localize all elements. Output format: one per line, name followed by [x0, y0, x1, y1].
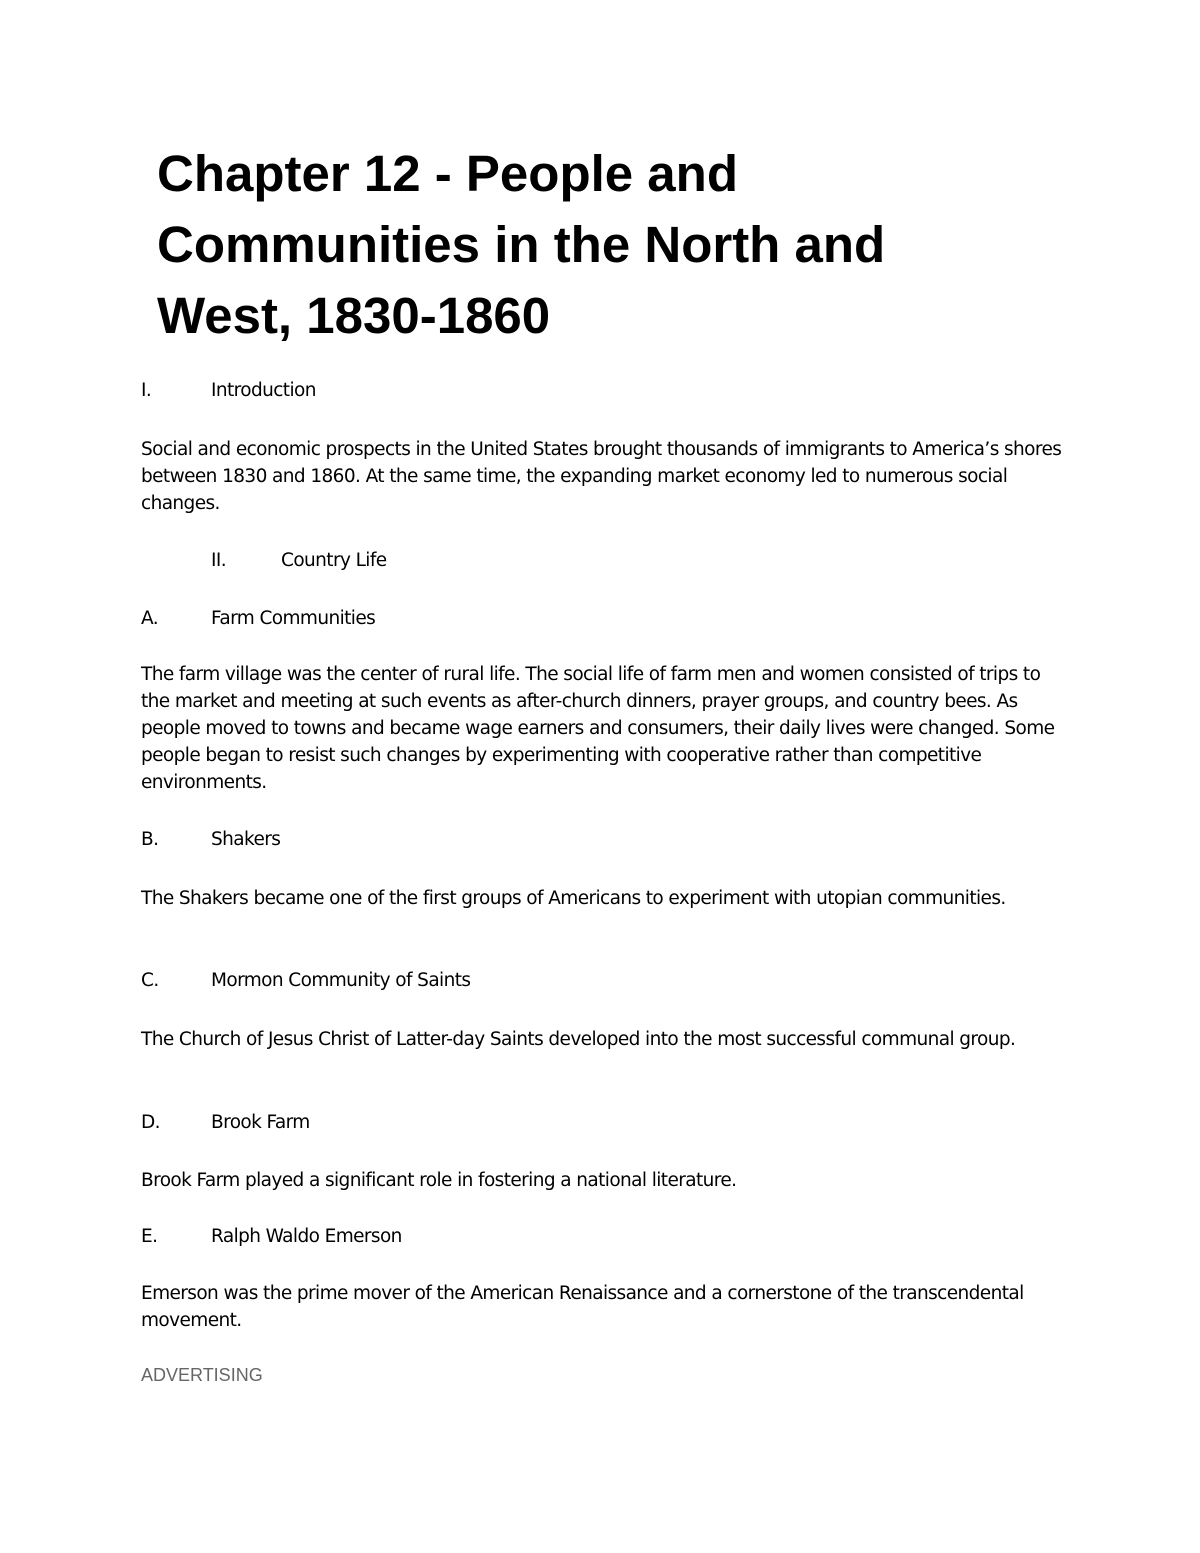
section-heading-introduction	[141, 378, 316, 404]
section-label: Country Life	[281, 550, 387, 571]
section-number: B.	[141, 829, 159, 850]
section-number: C.	[141, 970, 159, 991]
section-number: A.	[141, 608, 159, 629]
section-number: E.	[141, 1226, 158, 1247]
chapter-title: Chapter 12 - People and Communities in the North and West, 1830-1860	[157, 145, 886, 344]
section-heading-shakers	[141, 827, 280, 853]
section-label: Ralph Waldo Emerson	[211, 1226, 402, 1247]
section-heading-country-life	[211, 548, 387, 574]
paragraph-emerson: Emerson was the prime mover of the American Renaissance and a cornerstone of the transcendental movement.	[141, 1283, 1024, 1331]
section-number: II.	[211, 550, 226, 571]
section-label: Farm Communities	[211, 608, 376, 629]
section-number: D.	[141, 1112, 160, 1133]
section-label: Introduction	[211, 380, 316, 401]
section-heading-brook-farm	[141, 1110, 310, 1136]
advertising-label: ADVERTISING	[141, 1365, 263, 1385]
section-label: Shakers	[211, 829, 281, 850]
section-heading-mormon-community	[141, 968, 470, 994]
section-number: I.	[141, 380, 152, 401]
paragraph-introduction: Social and economic prospects in the United States brought thousands of immigrants to America’s shores between 1830 and 1860. At the same time, the expanding market economy led to numerous social changes.	[141, 439, 1062, 514]
section-label: Brook Farm	[211, 1112, 310, 1133]
paragraph-brook-farm: Brook Farm played a significant role in fostering a national literature.	[141, 1170, 737, 1191]
paragraph-farm-communities: The farm village was the center of rural life. The social life of farm men and women consisted of trips to the market and meeting at such events as after-church dinners, prayer groups, and country bees. As people moved to towns and became wage earners and consumers, their daily lives were changed. Some people began to resist such changes by experimenting with cooperative rather than competitive environments.	[141, 664, 1055, 793]
paragraph-mormon-community: The Church of Jesus Christ of Latter-day Saints developed into the most successful communal group.	[141, 1029, 1016, 1050]
section-heading-emerson	[141, 1224, 402, 1250]
section-label: Mormon Community of Saints	[211, 970, 471, 991]
paragraph-shakers: The Shakers became one of the first groups of Americans to experiment with utopian communities.	[141, 888, 1006, 909]
section-heading-farm-communities	[141, 606, 375, 632]
